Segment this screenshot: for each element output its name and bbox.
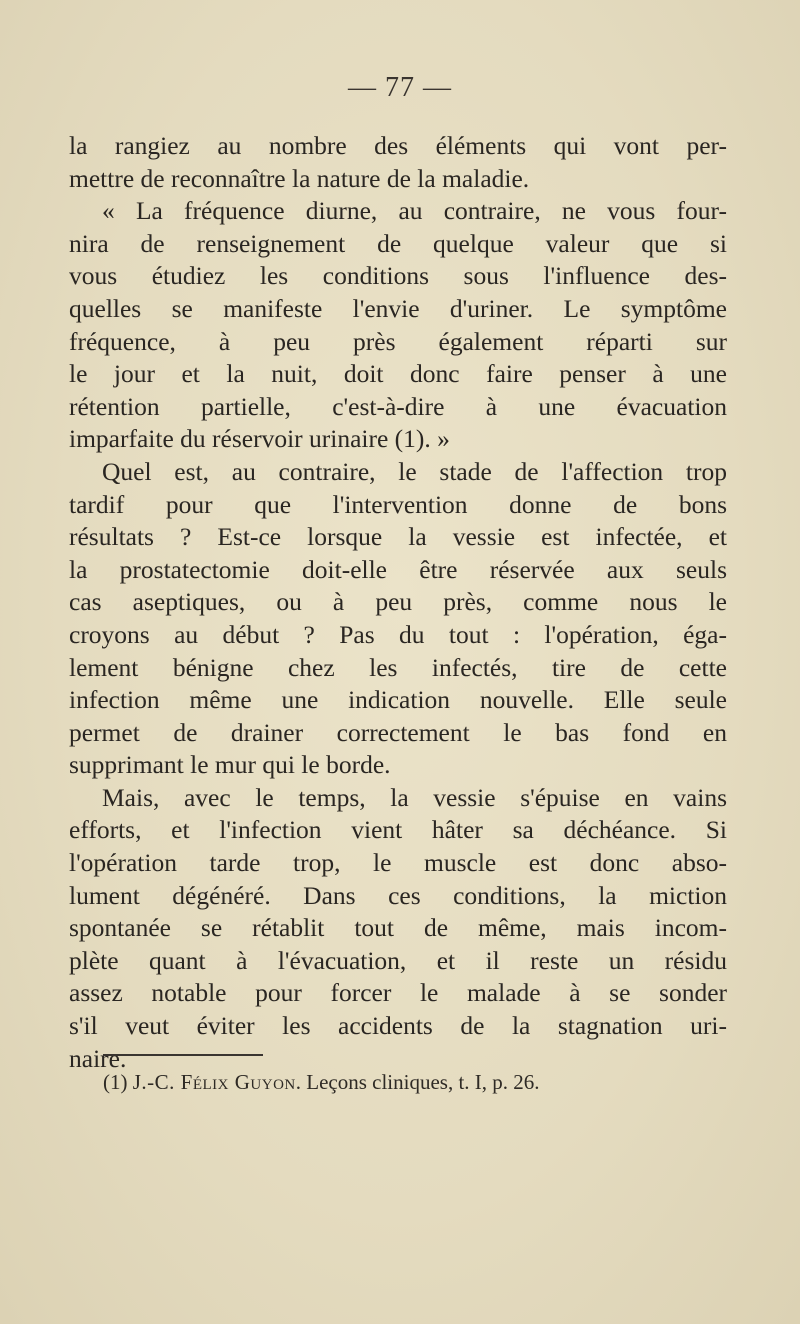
text-line: Mais, avec le temps, la vessie s'épuise en vains (102, 782, 727, 812)
footnote-divider (103, 1054, 263, 1056)
text-line: efforts, et l'infection vient hâter sa déchéance. Si (69, 815, 727, 845)
text-line: s'il veut éviter les accidents de la stagnation uri- (69, 1011, 727, 1041)
text-line: lument dégénéré. Dans ces conditions, la miction (69, 880, 727, 910)
text-line: tardif pour que l'intervention donne de bons (69, 489, 727, 519)
footnote-marker: (1) (103, 1070, 128, 1094)
text-line: plète quant à l'évacuation, et il reste un résidu (69, 945, 727, 975)
text-line: cas aseptiques, ou à peu près, comme nous le (69, 587, 727, 617)
footnote-reference: . Leçons cliniques, t. I, p. 26. (295, 1070, 540, 1094)
text-line: naire. (69, 1043, 127, 1073)
text-line: quelles se manifeste l'envie d'uriner. Le symptôme (69, 293, 727, 323)
text-line: la rangiez au nombre des éléments qui vont per- (69, 131, 727, 160)
text-line: l'opération tarde trop, le muscle est donc abso- (69, 848, 727, 878)
footnote-author: J.-C. Félix Guyon (132, 1070, 296, 1094)
text-line: le jour et la nuit, doit donc faire penser à une (69, 359, 727, 389)
page-number: — 77 — (348, 72, 452, 103)
text-line: Quel est, au contraire, le stade de l'affection trop (102, 456, 727, 486)
text-line: nira de renseignement de quelque valeur que si (69, 228, 727, 258)
text-line: spontanée se rétablit tout de même, mais incom- (69, 913, 727, 943)
text-line: assez notable pour forcer le malade à se sonder (69, 978, 727, 1008)
text-line: permet de drainer correctement le bas fond en (69, 717, 727, 747)
text-line: lement bénigne chez les infectés, tire de cette (69, 652, 727, 682)
footnote (103, 1068, 753, 1096)
text-line: la prostatectomie doit-elle être réservée aux seuls (69, 554, 727, 584)
text-line: résultats ? Est-ce lorsque la vessie est infectée, et (69, 522, 727, 552)
text-line: fréquence, à peu près également réparti sur (69, 326, 727, 356)
text-line: imparfaite du réservoir urinaire (1). » (69, 424, 450, 454)
text-line: vous étudiez les conditions sous l'influence des- (69, 261, 727, 291)
body-text (69, 130, 727, 1075)
text-line: mettre de reconnaître la nature de la maladie. (69, 163, 530, 193)
text-line: infection même une indication nouvelle. Elle seule (69, 685, 727, 715)
text-line: « La fréquence diurne, au contraire, ne vous four- (102, 196, 727, 226)
text-line: supprimant le mur qui le borde. (69, 750, 391, 780)
text-line: rétention partielle, c'est-à-dire à une évacuation (69, 391, 727, 421)
text-line: croyons au début ? Pas du tout : l'opération, éga- (69, 619, 727, 649)
